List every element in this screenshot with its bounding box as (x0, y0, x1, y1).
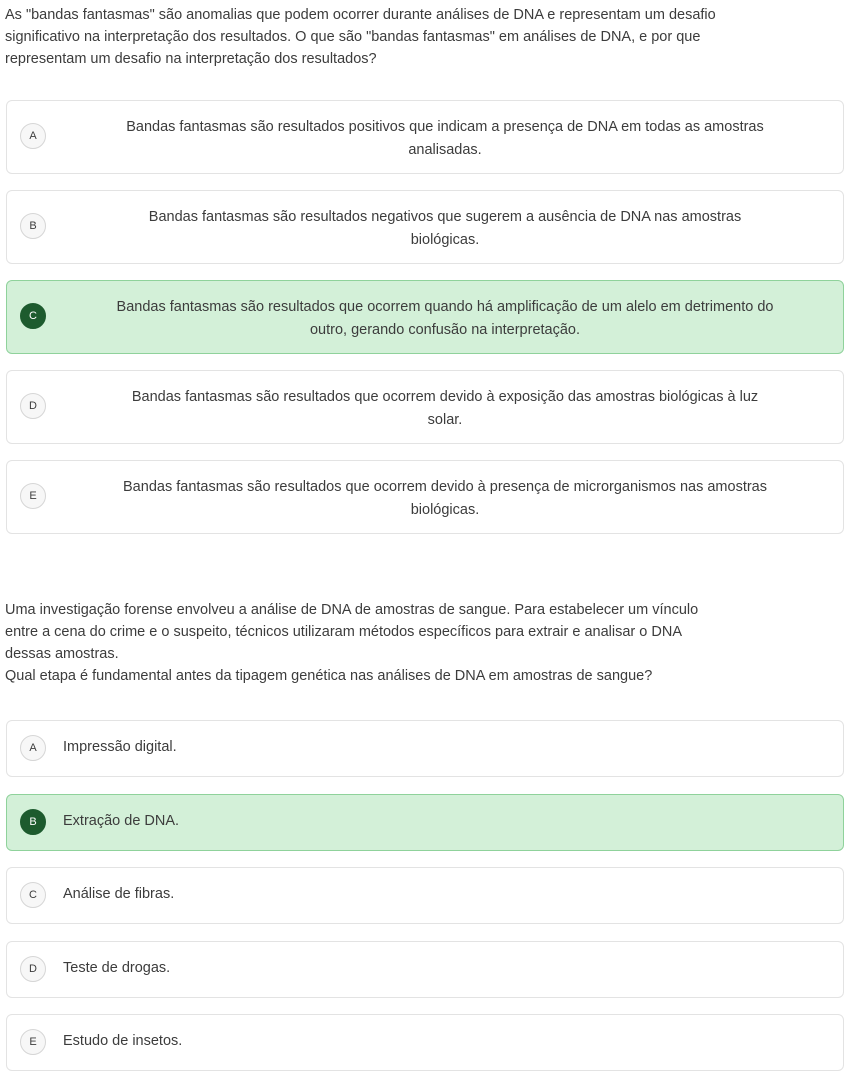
option-text-line: outro, gerando confusão na interpretação. (309, 321, 581, 338)
option-letter-badge: B (20, 809, 46, 835)
option-text (61, 206, 829, 251)
option-text-line: analisadas. (408, 141, 482, 158)
option-letter-badge: D (20, 956, 46, 982)
question-2-line: Uma investigação forense envolveu a análise de DNA de amostras de sangue. Para estabelecer um vínculo (5, 602, 699, 618)
option-text (61, 476, 829, 521)
option-text: Análise de fibras. (63, 886, 175, 902)
question-2-line: entre a cena do crime e o suspeito, técnicos utilizaram métodos específicos para extrair e analisar o DNA (5, 624, 682, 640)
question-2-line: Qual etapa é fundamental antes da tipagem genética nas análises de DNA em amostras de sangue? (5, 668, 653, 684)
q1-option-c[interactable] (6, 280, 844, 354)
question-1-line: significativo na interpretação dos resultados. O que são "bandas fantasmas" em análises de DNA, e por que (5, 29, 701, 45)
option-letter-badge: C (20, 303, 46, 329)
option-letter-badge: C (20, 882, 46, 908)
option-text: Estudo de insetos. (63, 1033, 183, 1049)
option-text-line: biológicas. (410, 501, 480, 518)
q1-option-a[interactable] (6, 100, 844, 174)
question-1-text (5, 4, 843, 70)
option-text (61, 116, 829, 161)
q2-option-c[interactable] (6, 867, 844, 924)
option-text-line: Bandas fantasmas são resultados positivos que indicam a presença de DNA em todas as amostras (126, 119, 764, 135)
option-text-line: biológicas. (410, 231, 480, 248)
option-text: Teste de drogas. (63, 960, 171, 976)
q1-option-b[interactable] (6, 190, 844, 264)
option-letter-badge: D (20, 393, 46, 419)
option-text-line: Bandas fantasmas são resultados que ocorrem devido à presença de microrganismos nas amostras (123, 479, 767, 495)
option-text-line: solar. (427, 411, 463, 428)
option-letter-badge: B (20, 213, 46, 239)
q1-option-d[interactable] (6, 370, 844, 444)
q2-option-d[interactable] (6, 941, 844, 998)
option-text-line: Bandas fantasmas são resultados que ocorrem devido à exposição das amostras biológicas à luz (131, 389, 759, 405)
question-2-text (5, 599, 843, 687)
option-letter-badge: A (20, 123, 46, 149)
option-text-line: Bandas fantasmas são resultados que ocorrem quando há amplificação de um alelo em detrimento do (116, 299, 774, 315)
option-letter-badge: E (20, 1029, 46, 1055)
option-text: Extração de DNA. (63, 813, 180, 829)
q2-option-a[interactable] (6, 720, 844, 777)
question-1-line: As "bandas fantasmas" são anomalias que podem ocorrer durante análises de DNA e representam um desafio (5, 7, 716, 23)
option-text (61, 296, 829, 341)
q2-option-b[interactable] (6, 794, 844, 851)
option-letter-badge: A (20, 735, 46, 761)
question-2-line: dessas amostras. (5, 646, 119, 662)
option-letter-badge: E (20, 483, 46, 509)
option-text-line: Bandas fantasmas são resultados negativos que sugerem a ausência de DNA nas amostras (148, 209, 742, 225)
question-1-line: representam um desafio na interpretação dos resultados? (5, 51, 377, 67)
option-text (61, 386, 829, 431)
option-text: Impressão digital. (63, 739, 177, 755)
q2-option-e[interactable] (6, 1014, 844, 1071)
q1-option-e[interactable] (6, 460, 844, 534)
